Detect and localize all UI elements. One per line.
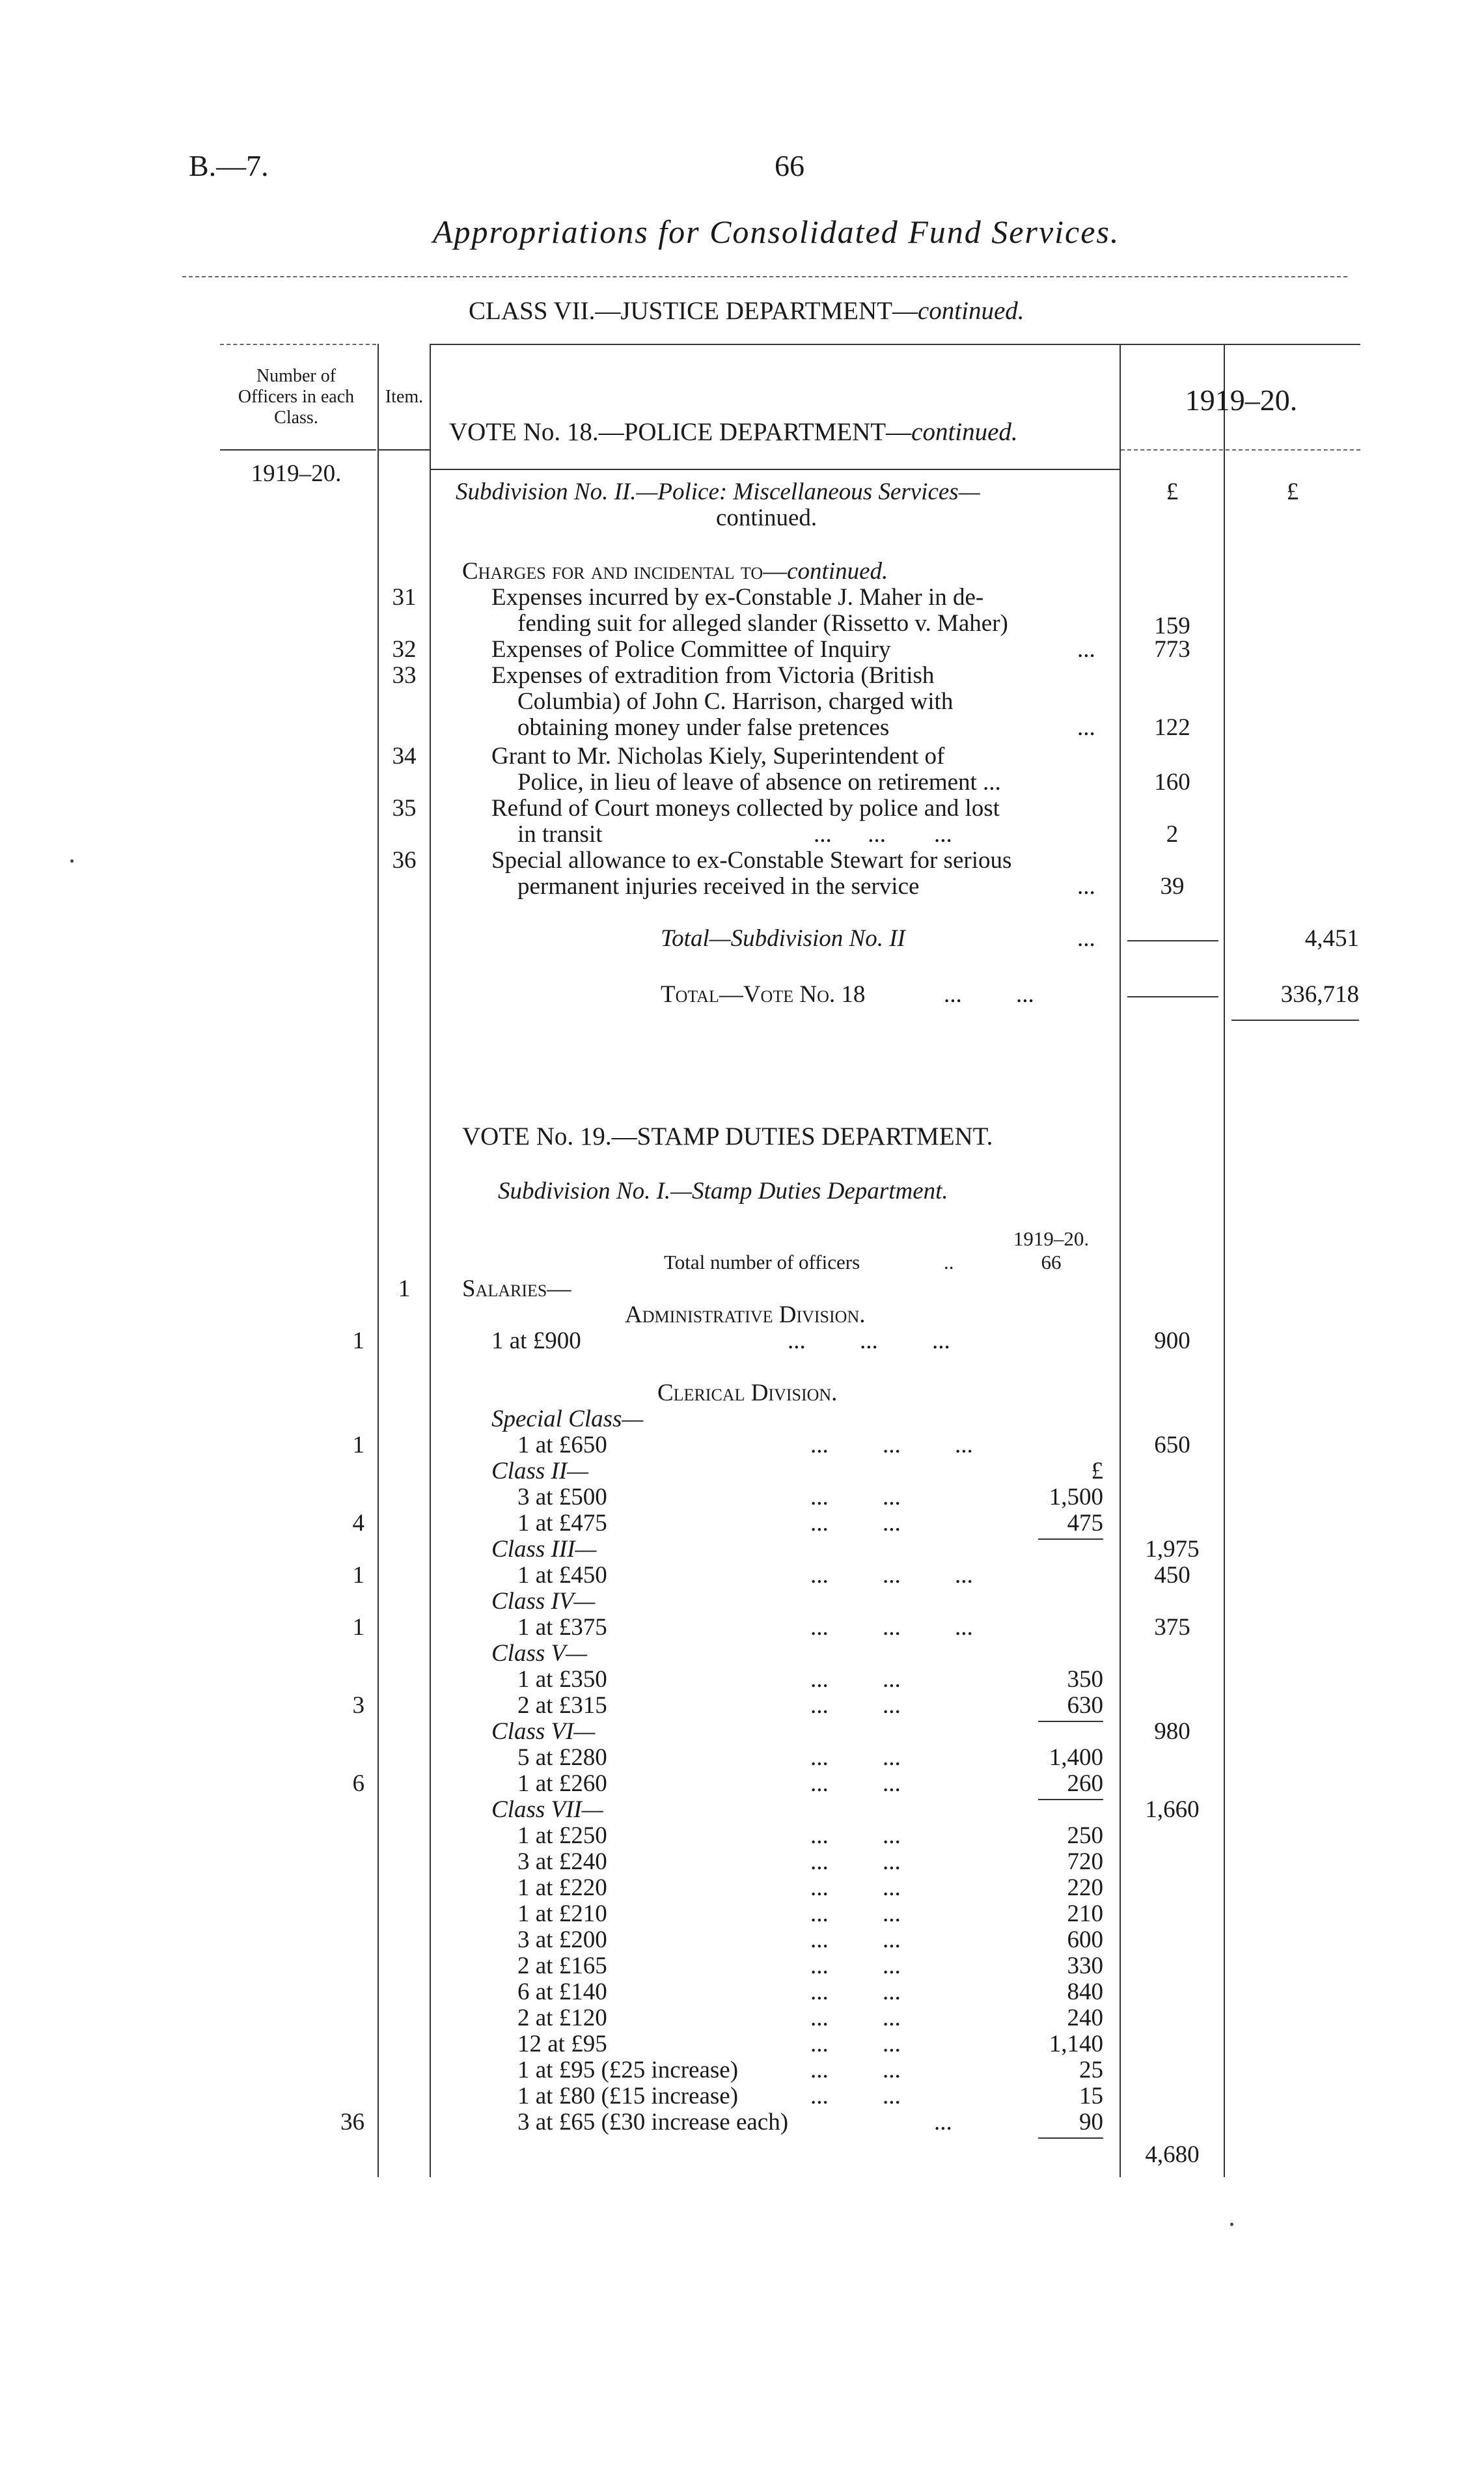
class-label: Class II— xyxy=(491,1458,589,1484)
total-vote-rule xyxy=(1231,1020,1359,1021)
total-rule xyxy=(1127,996,1218,997)
item-text: Expenses of extradition from Victoria (British xyxy=(491,662,935,689)
leader-dots: ... xyxy=(1077,873,1095,900)
leader-dots: ... ... xyxy=(810,1484,901,1510)
subtotal-rule xyxy=(1038,1538,1103,1540)
leader-dots: ... ... ... xyxy=(810,1432,973,1458)
item-amount: 773 xyxy=(1154,636,1190,663)
class-total: 1,660 xyxy=(1145,1796,1200,1823)
salary-row-label: 1 at £650 xyxy=(517,1432,607,1458)
pound-sign-1: £ xyxy=(1166,479,1179,505)
table-top-rule xyxy=(430,344,1360,345)
salary-row-label: 3 at £500 xyxy=(517,1484,607,1510)
salary-row-label: 2 at £165 xyxy=(517,1953,607,1979)
salary-subamount: 90 xyxy=(1079,2109,1103,2135)
leader-dots: ... ... xyxy=(810,1979,901,2005)
vote19-subdivision: Subdivision No. I.—Stamp Duties Department. xyxy=(498,1178,948,1204)
leader-dots: ... ... ... xyxy=(788,1328,950,1354)
header-rule xyxy=(182,276,1347,277)
salary-row-label: 1 at £350 xyxy=(517,1666,607,1693)
leader-dots: ... ... xyxy=(810,1848,901,1875)
salary-row-label: 3 at £200 xyxy=(517,1927,607,1953)
item-text: Refund of Court moneys collected by police and lost xyxy=(491,795,1000,822)
salary-row-label: 1 at £250 xyxy=(517,1822,607,1849)
salary-row-label: 2 at £120 xyxy=(517,2005,607,2031)
total-rule xyxy=(1127,940,1218,941)
salary-row-label: 1 at £475 xyxy=(517,1510,607,1537)
class-title: CLASS VII.—JUSTICE DEPARTMENT—continued. xyxy=(469,297,1024,325)
column-divider-amount2 xyxy=(1224,344,1225,2177)
salary-subamount: 720 xyxy=(1067,1848,1103,1875)
item-text: obtaining money under false pretences xyxy=(517,714,890,741)
item-number: 35 xyxy=(392,795,417,822)
leader-dots: ... xyxy=(1077,714,1095,741)
officers-count: 6 xyxy=(352,1770,364,1797)
officers-count: 1 xyxy=(352,1328,364,1354)
leader-dots: ... ... xyxy=(810,1953,901,1979)
item-text: Columbia) of John C. Harrison, charged with xyxy=(517,688,954,715)
vote18-subdivision: Subdivision No. II.—Police: Miscellaneous Services— xyxy=(456,479,980,505)
pound-sign-2: £ xyxy=(1286,479,1299,505)
item-number: 33 xyxy=(392,662,417,689)
officers-header-rule xyxy=(220,449,376,451)
officers-header-line3: Class. xyxy=(274,408,318,428)
salary-subamount: 240 xyxy=(1067,2005,1103,2031)
leader-dots: ... ... xyxy=(810,1744,901,1771)
salary-subamount: 475 xyxy=(1067,1510,1103,1537)
leader-dots: ... ... xyxy=(810,1510,901,1537)
salary-subamount: 1,400 xyxy=(1049,1744,1103,1771)
total-vote-label: Total—Vote No. 18 xyxy=(661,981,866,1008)
salary-row-label: 3 at £65 (£30 increase each) xyxy=(517,2109,789,2135)
item-header: Item. xyxy=(385,387,424,407)
leader-dots: ... ... ... xyxy=(810,1614,973,1641)
leader-dots: ... ... xyxy=(810,1822,901,1849)
total-officers-value: 66 xyxy=(1041,1251,1062,1273)
item-text: fending suit for alleged slander (Rissetto v. Maher) xyxy=(517,610,1008,637)
class-label: Class IV— xyxy=(491,1588,596,1615)
salary-amount: 900 xyxy=(1154,1328,1190,1354)
salary-row-label: 1 at £450 xyxy=(517,1562,607,1589)
column-divider-item xyxy=(430,344,431,2177)
salary-row-label: 1 at £80 (£15 increase) xyxy=(517,2083,739,2109)
leader-dots: ... ... xyxy=(810,1927,901,1953)
class-label: Class VI— xyxy=(491,1718,596,1745)
leader-dots: ... ... xyxy=(810,1692,901,1719)
vote18-title: VOTE No. 18.—POLICE DEPARTMENT—continued. xyxy=(449,418,1018,446)
page-number: 66 xyxy=(775,149,804,182)
salary-row-label: 1 at £95 (£25 increase) xyxy=(517,2057,739,2083)
scan-speck xyxy=(70,859,74,863)
vote19-title: VOTE No. 19.—STAMP DUTIES DEPARTMENT. xyxy=(462,1122,993,1150)
item-number: 36 xyxy=(392,847,417,874)
salary-row-label: 6 at £140 xyxy=(517,1979,607,2005)
subtotal-rule xyxy=(1038,2137,1103,2139)
leader-dots: ... xyxy=(1077,636,1095,663)
leader-dots: ... ... xyxy=(810,2031,901,2057)
salary-subamount: 840 xyxy=(1067,1979,1103,2005)
leader-dots: ... ... xyxy=(810,2083,901,2109)
officers-header-line1: Number of xyxy=(256,366,337,386)
item-amount: 159 xyxy=(1154,613,1190,639)
salary-row-label: 1 at £210 xyxy=(517,1900,607,1927)
salary-subamount: 250 xyxy=(1067,1822,1103,1849)
vote18-title-rule xyxy=(431,469,1120,470)
salaries-item-number: 1 xyxy=(398,1275,411,1302)
leader-dots: ... ... xyxy=(944,981,1034,1008)
leader-dots: ... xyxy=(934,2109,952,2135)
year-header-rule xyxy=(1121,449,1360,451)
salary-subamount: 1,140 xyxy=(1049,2031,1103,2057)
page-title: Appropriations for Consolidated Fund Services. xyxy=(433,214,1120,250)
class-label: Class III— xyxy=(491,1536,597,1563)
salary-subamount: 350 xyxy=(1067,1666,1103,1693)
item-text: Special allowance to ex-Constable Stewart for serious xyxy=(491,847,1012,874)
salary-subamount: 15 xyxy=(1079,2083,1103,2109)
salary-row-label: 1 at £900 xyxy=(491,1328,581,1354)
class-total: 4,680 xyxy=(1145,2141,1200,2168)
class-label: Class V— xyxy=(491,1640,588,1667)
subtotal-pound-sign: £ xyxy=(1091,1458,1103,1484)
leader-dots: ... xyxy=(1077,925,1095,952)
leader-dots: ... ... xyxy=(810,1666,901,1693)
item-number: 31 xyxy=(392,584,417,611)
salary-amount: 450 xyxy=(1154,1562,1190,1589)
page-ref: B.—7. xyxy=(189,149,269,182)
year-header: 1919–20. xyxy=(1185,383,1298,417)
salary-row-label: 12 at £95 xyxy=(517,2031,607,2057)
officers-year: 1919–20. xyxy=(251,460,342,487)
total-officers-label: Total number of officers xyxy=(664,1251,860,1273)
salary-amount: 375 xyxy=(1154,1614,1190,1641)
scan-speck xyxy=(1230,2223,1233,2226)
item-number: 34 xyxy=(392,743,417,770)
officers-count: 1 xyxy=(352,1614,364,1641)
salary-row-label: 5 at £280 xyxy=(517,1744,607,1771)
leader-dots: ... ... xyxy=(810,1900,901,1927)
total-subdivision-value: 4,451 xyxy=(1304,925,1359,952)
item-number: 32 xyxy=(392,636,417,663)
item-amount: 39 xyxy=(1160,873,1185,900)
admin-division-heading: Administrative Division. xyxy=(625,1301,866,1328)
leader-dots: ... ... xyxy=(810,2005,901,2031)
leader-dots: ... ... ... xyxy=(814,821,952,848)
class-total: 1,975 xyxy=(1145,1536,1200,1563)
salary-subamount: 330 xyxy=(1067,1953,1103,1979)
item-text: Grant to Mr. Nicholas Kiely, Superintendent of xyxy=(491,743,945,770)
salary-row-label: 2 at £315 xyxy=(517,1692,607,1719)
class-label: Special Class— xyxy=(491,1406,644,1432)
salary-row-label: 1 at £375 xyxy=(517,1614,607,1641)
charges-heading: Charges for and incidental to—continued. xyxy=(462,558,888,585)
leader-dots: ... ... xyxy=(810,2057,901,2083)
item-text: Expenses incurred by ex-Constable J. Maher in de- xyxy=(491,584,984,611)
leader-dots: ... ... xyxy=(810,1770,901,1797)
officers-count: 36 xyxy=(340,2109,364,2135)
item-text: Expenses of Police Committee of Inquiry xyxy=(491,636,891,663)
total-vote-value: 336,718 xyxy=(1280,981,1359,1008)
column-divider-officers xyxy=(378,344,379,2177)
vote18-subdivision-cont: continued. xyxy=(716,505,818,531)
officers-count: 1 xyxy=(352,1562,364,1589)
item-amount: 2 xyxy=(1166,821,1179,848)
total-subdivision-label: Total—Subdivision No. II xyxy=(661,925,905,952)
leader-dots: ... ... ... xyxy=(810,1562,973,1589)
leader-dots: ... ... xyxy=(810,1874,901,1901)
item-amount: 122 xyxy=(1154,714,1190,741)
salary-row-label: 1 at £260 xyxy=(517,1770,607,1797)
salary-row-label: 3 at £240 xyxy=(517,1848,607,1875)
subtotal-rule xyxy=(1038,1721,1103,1722)
salaries-label: Salaries— xyxy=(462,1275,571,1302)
officers-count: 4 xyxy=(352,1510,364,1537)
table-top-rule-left xyxy=(220,344,376,345)
item-header-rule xyxy=(379,449,430,451)
salary-subamount: 600 xyxy=(1067,1927,1103,1953)
salary-subamount: 1,500 xyxy=(1049,1484,1103,1510)
clerical-division-heading: Clerical Division. xyxy=(657,1380,838,1406)
salary-subamount: 630 xyxy=(1067,1692,1103,1719)
officers-year-small: 1919–20. xyxy=(1013,1227,1090,1250)
item-text: Police, in lieu of leave of absence on retirement ... xyxy=(517,769,1001,796)
salary-subamount: 260 xyxy=(1067,1770,1103,1797)
salary-row-label: 1 at £220 xyxy=(517,1874,607,1901)
salary-subamount: 25 xyxy=(1079,2057,1103,2083)
officers-count: 1 xyxy=(352,1432,364,1458)
salary-amount: 650 xyxy=(1154,1432,1190,1458)
item-text: permanent injuries received in the service xyxy=(517,873,920,900)
class-total: 980 xyxy=(1154,1718,1190,1745)
leader-dots: .. xyxy=(944,1251,954,1273)
officers-header-line2: Officers in each xyxy=(238,387,355,407)
officers-count: 3 xyxy=(352,1692,364,1719)
class-label: Class VII— xyxy=(491,1796,603,1823)
salary-subamount: 220 xyxy=(1067,1874,1103,1901)
item-amount: 160 xyxy=(1154,769,1190,796)
item-text: in transit xyxy=(517,821,603,848)
subtotal-rule xyxy=(1038,1799,1103,1800)
salary-subamount: 210 xyxy=(1067,1900,1103,1927)
